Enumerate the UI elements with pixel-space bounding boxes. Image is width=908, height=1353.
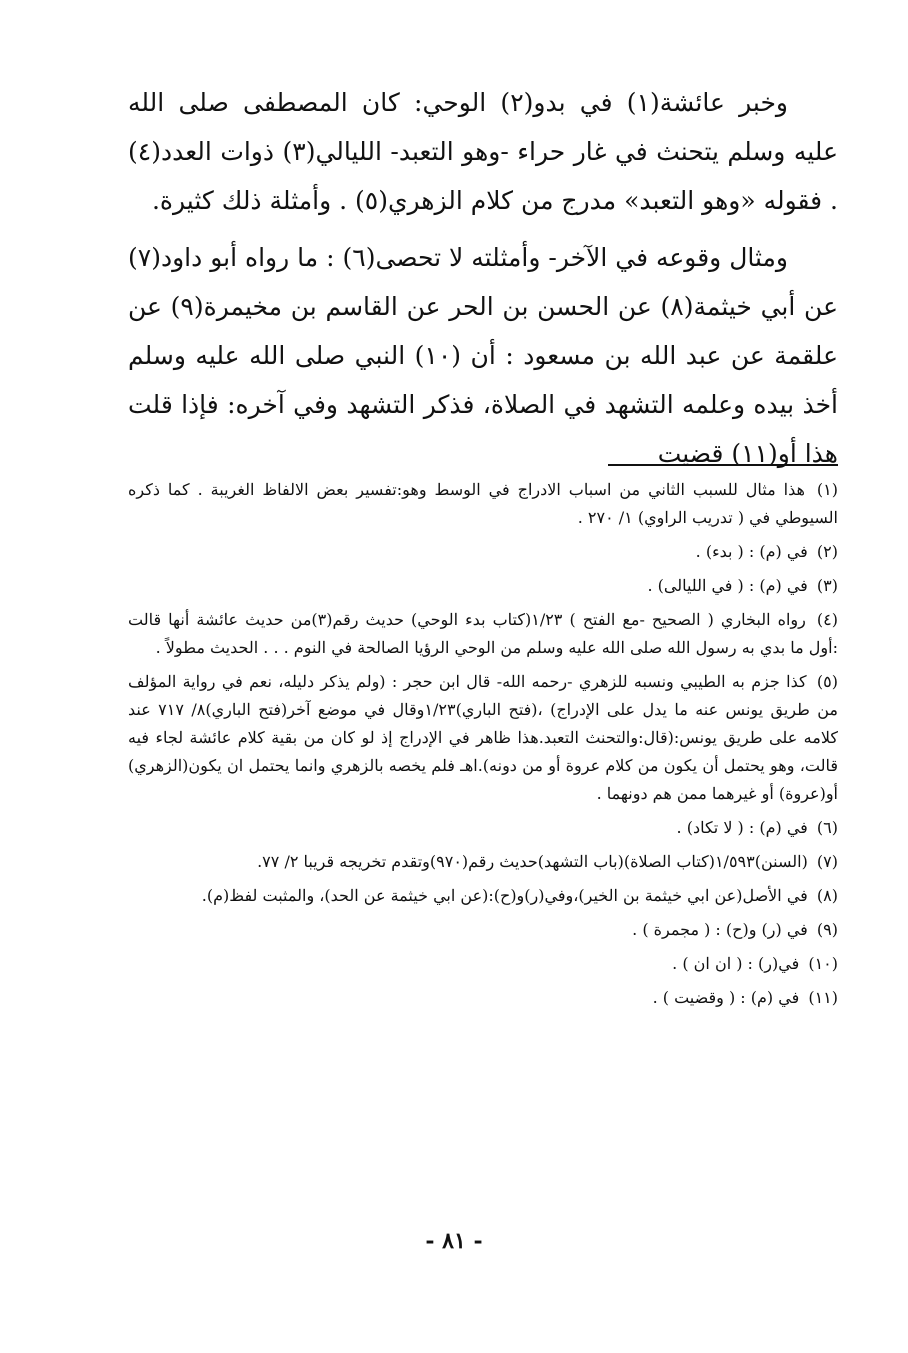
footnote-11 bbox=[128, 984, 838, 1012]
main-paragraph-2: ومثال وقوعه في الآخر- وأمثلته لا تحصى(٦) : ما رواه أبو داود(٧) عن أبي خيثمة(٨) عن الحسن بن الحر عن القاسم بن مخيمرة(٩) عن علقمة عن عبد الله بن مسعود : أن (١٠) النبي صلى الله عليه وسلم أخذ بيده وعلمه التشهد في الصلاة، فذكر التشهد وفي آخره: فإذا قلت هذا أو(١١) قضيت bbox=[128, 243, 838, 468]
footnote-text: في (م) : ( بدء) . bbox=[695, 542, 808, 561]
footnote-separator bbox=[608, 464, 838, 466]
footnote-10 bbox=[128, 950, 838, 978]
footnote-1 bbox=[128, 476, 838, 532]
footnote-number: (٥) bbox=[816, 672, 838, 691]
footnote-5 bbox=[128, 668, 838, 808]
footnote-2 bbox=[128, 538, 838, 566]
footnote-6 bbox=[128, 814, 838, 842]
footnote-text: كذا جزم به الطيبي ونسبه للزهري -رحمه الله- قال ابن حجر : (ولم يذكر دليله، نعم في رواية المؤلف من طريق يونس عنه ما يدل على الإدراج) ،(فتح الباري)١/٢٣وقال في موضع آخر(فتح الباري)٨/ ٧١٧ عند كلامه على طريق يونس:(قال:والتحنث التعبد.هذا ظاهر في الإدراج إذ لو كان من بقية كلام عائشة لجاء فيه قالت، وهو يحتمل أن يكون من كلام عروة أو من دونه).اهـ فلم يخصه بالزهري وانما يحتمل ان يكون(الزهري) أو(عروة) أو غيرهما ممن هم دونهما . bbox=[128, 672, 839, 803]
footnote-number: (٢) bbox=[816, 542, 838, 561]
footnote-text: في الأصل(عن ابي خيثمة بن الخير)،وفي(ر)و(ح):(عن ابي خيثمة عن الحد)، والمثبت لفظ(م). bbox=[201, 886, 808, 905]
footnote-number: (٧) bbox=[816, 852, 838, 871]
footnote-number: (١) bbox=[816, 480, 838, 499]
footnote-text: هذا مثال للسبب الثاني من اسباب الادراج في الوسط وهو:تفسير بعض الالفاظ الغريبة . كما ذكره السيوطي في ( تدريب الراوي) ١/ ٢٧٠ . bbox=[128, 480, 838, 527]
footnote-text: (السنن)١/٥٩٣(كتاب الصلاة)(باب التشهد)حديث رقم(٩٧٠)وتقدم تخريجه قريبا ٢/ ٧٧. bbox=[257, 852, 808, 871]
footnote-number: (١١) bbox=[808, 988, 838, 1007]
footnote-number: (١٠) bbox=[808, 954, 838, 973]
footnote-text: رواه البخاري ( الصحيح -مع الفتح ) ١/٢٣(كتاب بدء الوحي) حديث رقم(٣)من حديث عائشة أنها قالت :أول ما بدي به رسول الله صلى الله عليه وسلم من الوحي الرؤيا الصالحة في النوم . . . الحديث مطولاً . bbox=[128, 610, 838, 657]
footnote-number: (٦) bbox=[816, 818, 838, 837]
footnote-number: (٣) bbox=[816, 576, 838, 595]
footnote-8 bbox=[128, 882, 838, 910]
main-text-block bbox=[128, 78, 838, 478]
footnote-3 bbox=[128, 572, 838, 600]
footnote-text: في (م) : ( لا تكاد) . bbox=[676, 818, 808, 837]
page-number: - ٨١ - bbox=[425, 1228, 483, 1254]
footnote-text: في (م) : ( في الليالى) . bbox=[647, 576, 808, 595]
footnote-7 bbox=[128, 848, 838, 876]
footnote-text: في(ر) : ( ان ان ) . bbox=[672, 954, 800, 973]
footnote-text: في (ر) و(ح) : ( مجمرة ) . bbox=[632, 920, 808, 939]
footnote-number: (٨) bbox=[816, 886, 838, 905]
footnotes-block bbox=[128, 476, 838, 1018]
footnote-9 bbox=[128, 916, 838, 944]
footnote-number: (٤) bbox=[816, 610, 839, 629]
footnote-4 bbox=[128, 606, 838, 662]
footnote-number: (٩) bbox=[816, 920, 838, 939]
main-paragraph-1: وخبر عائشة(١) في بدو(٢) الوحي: كان المصطفى صلى الله عليه وسلم يتحنث في غار حراء -وهو التعبد- الليالي(٣) ذوات العدد(٤) . فقوله «وهو التعبد» مدرج من كلام الزهري(٥) . وأمثلة ذلك كثيرة. bbox=[128, 88, 838, 215]
footnote-text: في (م) : ( وقضيت ) . bbox=[652, 988, 800, 1007]
